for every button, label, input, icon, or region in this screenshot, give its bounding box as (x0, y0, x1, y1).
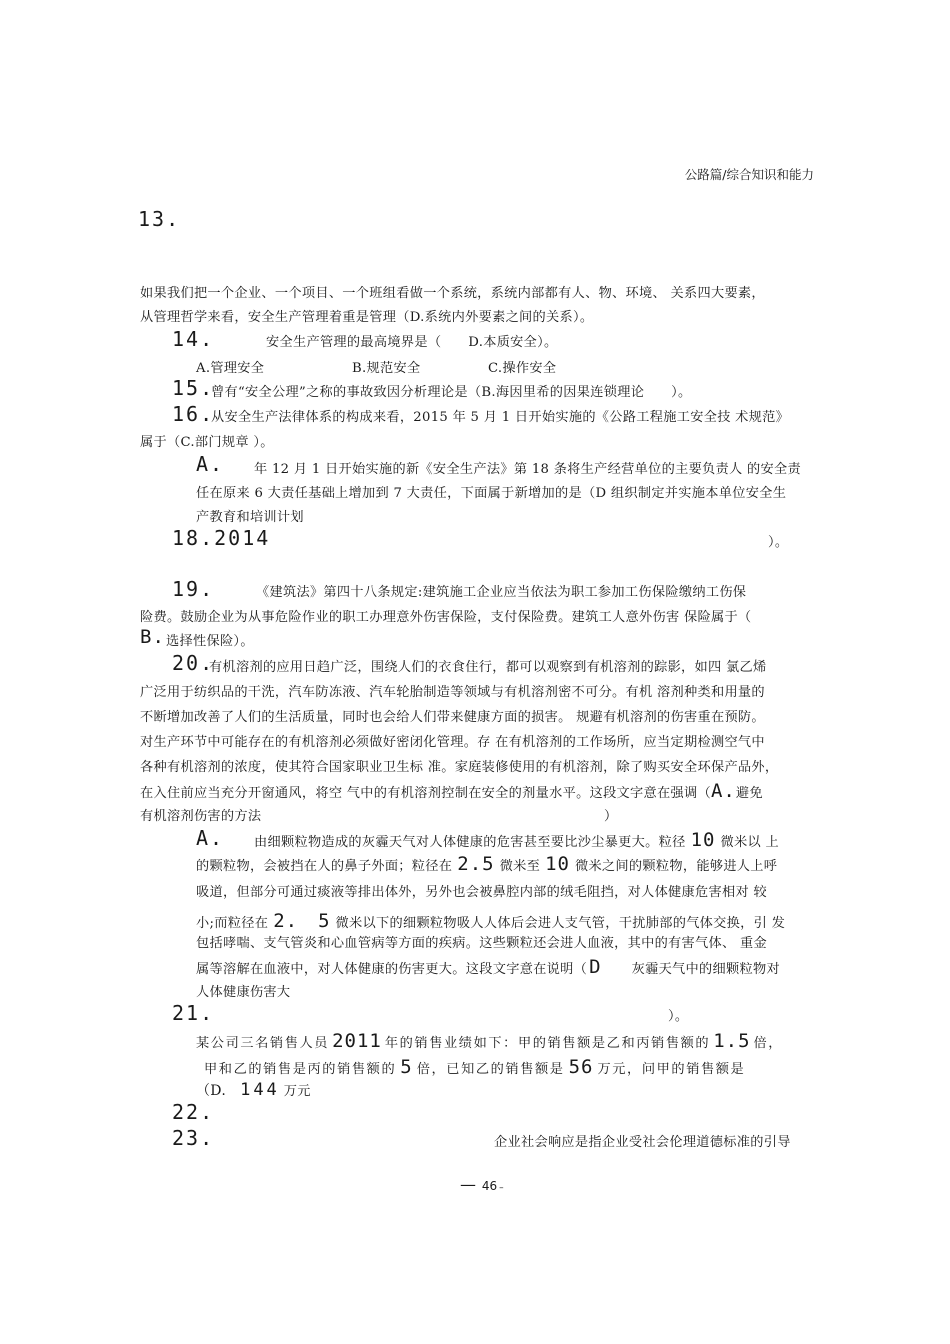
question-20b-line2-text: 的颗粒物，会被挡在人的鼻子外面；粒径在 (196, 859, 453, 874)
question-21-tail: ）。 (668, 1009, 689, 1024)
question-20b-label: A. (196, 826, 225, 850)
question-20b-line4-num: 2. 5 (273, 910, 331, 932)
question-20b-line5: 包括哮喘、支气管炎和心血管病等方面的疾病。这些颗粒还会进人血液，其中的有害气体、 重金 (196, 936, 767, 951)
running-header: 公路篇/综合知识和能力 (684, 167, 814, 182)
question-20-line6-tail: 避免 (735, 786, 763, 801)
question-21-line2-text: 甲和乙的销售是丙的销售额的 (204, 1062, 397, 1077)
question-20b-line6 (196, 956, 780, 978)
question-13-number: 13. (138, 207, 181, 231)
question-20b-line2-tail: 微米之间的颗粒物，能够进人上呼 (574, 859, 778, 874)
question-21-line1-num: 2011 (332, 1030, 382, 1052)
question-15-text: 曾有“安全公理”之称的事故致因分析理论是（B.海因里希的因果连锁理论 ）。 (211, 385, 692, 400)
question-20-number: 20. (172, 651, 215, 675)
question-17-line3: 产教育和培训计划 (196, 510, 304, 525)
question-19-line1: 《建筑法》第四十八条规定:建筑施工企业应当依法为职工参加工伤保险缴纳工伤保 (256, 585, 747, 600)
question-19-line2: 险费。鼓励企业为从事危险作业的职工办理意外伤害保险，支付保险费。建筑工人意外伤害 保险属于（ (140, 610, 752, 625)
question-18-number: 18.2014 (172, 526, 271, 550)
question-16-number: 16. (172, 402, 215, 426)
question-21-line3-text: （D. (196, 1083, 227, 1099)
question-17-label: A. (196, 452, 225, 476)
question-20-line1: 有机溶剂的应用日趋广泛，围绕人们的衣食住行，都可以观察到有机溶剂的踪影，如四 氯乙烯 (209, 660, 767, 675)
question-20b-line1-text: 由细颗粒物造成的灰霾天气对人体健康的危害甚至要比沙尘暴更大。粒径 (254, 835, 686, 850)
question-22-number: 22. (172, 1100, 215, 1124)
question-21-line2-mid: 倍，已知乙的销售额是 (416, 1062, 565, 1077)
question-20b-line2-mid: 微米至 (499, 859, 541, 874)
question-17-line2: 任在原来 6 大责任基础上增加到 7 大责任，下面属于新增加的是（D 组织制定并实施本单位安全生 (196, 486, 787, 501)
footer-dash-right: – (499, 1183, 504, 1193)
question-21-line1-text: 某公司三名销售人员 (196, 1036, 330, 1051)
question-20b-line1 (254, 829, 779, 851)
question-21-line2-num: 5 (400, 1056, 413, 1078)
question-15-number: 15. (172, 376, 215, 400)
question-20-line6-label: A. (710, 780, 736, 802)
question-21-number: 21. (172, 1001, 215, 1025)
question-19-number: 19. (172, 577, 215, 601)
question-14-option-b: B.规范安全 (352, 361, 421, 376)
question-17-line1: 年 12 月 1 日开始实施的新《安全生产法》第 18 条将生产经营单位的主要负责人 的安全责 (254, 462, 801, 477)
question-20-line5: 各种有机溶剂的浓度，使其符合国家职业卫生标 准。家庭装修使用的有机溶剂，除了购买安全环保产品外， (140, 760, 779, 775)
question-20b-line6-tail: 灰霾天气中的细颗粒物对 (631, 962, 780, 977)
question-20b-line2-num1: 2.5 (457, 853, 495, 875)
question-20-line7-tail: ） (604, 809, 618, 824)
page-number (460, 1175, 504, 1194)
footer-dash-left: — (460, 1175, 476, 1194)
question-20-line7: 有机溶剂伤害的方法 (140, 809, 262, 824)
question-20-line4: 对生产环节中可能存在的有机溶剂必须做好密闭化管理。存 在有机溶剂的工作场所，应当定期检测空气中 (140, 735, 765, 750)
question-21-line1 (196, 1030, 783, 1052)
question-20-line2: 广泛用于纺织品的干洗，汽车防冻液、汽车轮胎制造等领域与有机溶剂密不可分。有机 溶剂种类和用量的 (140, 685, 765, 700)
question-21-line2 (204, 1056, 745, 1078)
question-14-option-c: C.操作安全 (488, 361, 557, 376)
question-21-line3-num: 144 (240, 1080, 280, 1100)
question-21-line3-tail: 万元 (283, 1084, 311, 1099)
question-20b-line1-num: 10 (690, 829, 716, 851)
question-21-line1-mid: 年的销售业绩如下：甲的销售额是乙和丙销售额的 (384, 1036, 711, 1051)
question-20b-line3: 吸道，但部分可通过痰液等排出体外，另外也会被鼻腔内部的绒毛阻挡，对人体健康危害相对 较 (196, 885, 767, 900)
question-20b-line6-label: D (589, 956, 602, 978)
question-13-line2: 从管理哲学来看，安全生产管理着重是管理（D.系统内外要素之间的关系）。 (140, 310, 594, 325)
question-20b-line6-text: 属等溶解在血液中，对人体健康的伤害更大。这段文字意在说明（ (196, 962, 588, 977)
question-20-line3: 不断增加改善了人们的生活质量，同时也会给人们带来健康方面的损害。 规避有机溶剂的伤害重在预防。 (140, 710, 765, 725)
question-16-line2: 属于（C.部门规章 ）。 (140, 435, 274, 450)
question-21-line2-tail: 万元，问甲的销售额是 (597, 1062, 746, 1077)
question-20b-line4-text: 小;而粒径在 (196, 916, 269, 931)
question-21-line2-num2: 56 (568, 1056, 594, 1078)
question-20b-line7: 人体健康伤害大 (196, 985, 291, 1000)
question-14-text: 安全生产管理的最高境界是（ D.本质安全）。 (266, 335, 558, 350)
question-20b-line4-tail: 微米以下的细颗粒物吸人人体后会进人支气管，干扰肺部的气体交换，引 发 (335, 916, 786, 931)
question-20-line6-text: 在入住前应当充分开窗通风，将空 气中的有机溶剂控制在安全的剂量水平。这段文字意在强调（ (140, 786, 711, 801)
footer-page-number: 46 (481, 1179, 498, 1193)
question-21-line1-num2: 1.5 (713, 1030, 751, 1052)
question-23-number: 23. (172, 1126, 215, 1150)
question-19-line3-label: B. (140, 626, 165, 648)
question-19-line3: 选择性保险）。 (166, 634, 254, 649)
question-13-line1: 如果我们把一个企业、一个项目、一个班组看做一个系统，系统内部都有人、物、环境、 关系四大要素， (140, 286, 765, 301)
question-14-option-a: A.管理安全 (196, 361, 265, 376)
question-16-line1: 从安全生产法律体系的构成来看，2015 年 5 月 1 日开始实施的《公路工程施工安全技 术规范》 (211, 410, 790, 425)
question-20b-line1-tail: 微米以 上 (720, 835, 779, 850)
question-20b-line2-num2: 10 (545, 853, 570, 875)
question-20-line6 (140, 780, 763, 802)
question-20b-line2 (196, 853, 777, 875)
question-21-line1-tail: 倍， (753, 1036, 784, 1051)
question-18-tail: ）。 (768, 535, 789, 550)
question-21-line3 (196, 1080, 311, 1100)
question-20b-line4 (196, 906, 785, 933)
question-23-text: 企业社会响应是指企业受社会伦理道德标准的引导 (494, 1135, 791, 1150)
question-14-number: 14. (172, 327, 215, 351)
